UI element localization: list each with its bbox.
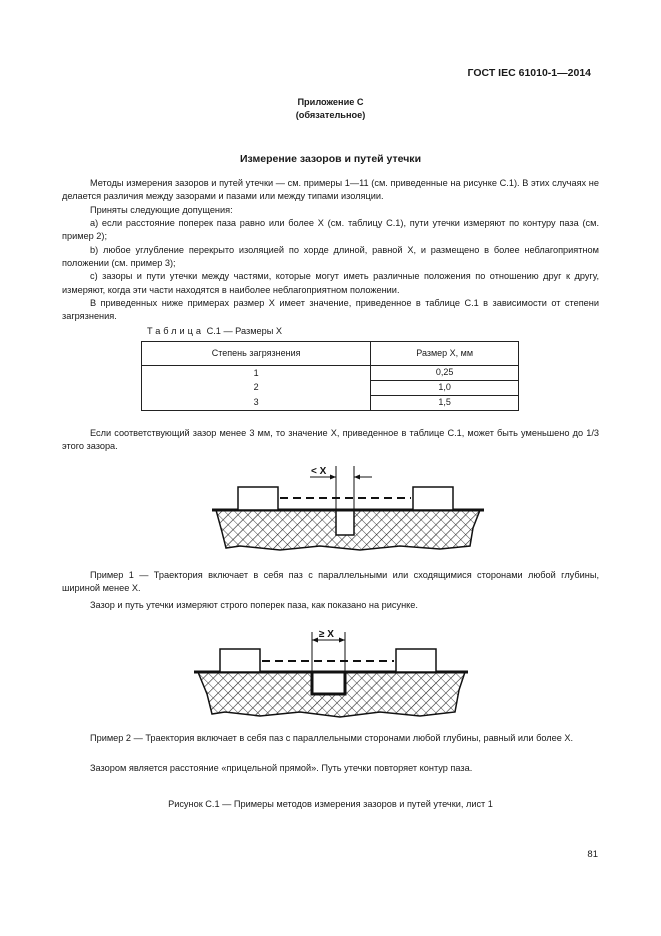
table-cell: 1,0	[371, 381, 519, 396]
paragraph: с) зазоры и пути утечки между частями, которые могут иметь различные положения по отношению друг к другу, измеряют, когда эти части находятся в наиболее неблагоприятном положении.	[62, 271, 599, 295]
example1-dimension-label: < X	[311, 466, 327, 477]
annex-status: (обязательное)	[295, 110, 366, 120]
paragraph: Методы измерения зазоров и путей утечки — см. примеры 1—11 (см. приведенные на рисунке С.1). В этих случаях не делается различия между зазорами и пазами или между типами изоляции.	[62, 178, 599, 202]
paragraph: Если соответствующий зазор менее 3 мм, то значение X, приведенное в таблице С.1, может быть уменьшено до 1/3 этого зазора.	[62, 428, 599, 452]
example2-dimension-label: ≥ X	[319, 629, 334, 640]
page-number: 81	[587, 849, 598, 860]
table-header-cell: Размер X, мм	[371, 342, 519, 366]
example2-arrowhead	[312, 638, 318, 643]
example2-caption: Пример 2 — Траектория включает в себя паз с параллельными сторонами любой глубины, равный или более X.	[90, 733, 574, 743]
paragraph: Приняты следующие допущения:	[90, 204, 233, 215]
example2-conductor-left	[220, 649, 260, 672]
standard-designation: ГОСТ IEC 61010-1—2014	[467, 67, 591, 79]
table-cell: 0,25	[371, 366, 519, 381]
table-header-cell: Степень загрязнения	[142, 342, 371, 366]
example2-arrowhead	[339, 638, 345, 643]
example2-text: Зазором является расстояние «прицельной прямой». Путь утечки повторяет контур паза.	[90, 763, 473, 773]
example2-caption-block	[62, 732, 599, 745]
paragraph: а) если расстояние поперек паза равно или более X (см. таблицу С.1), пути утечки измеряют по контуру паза (см. пример 2);	[62, 218, 599, 242]
example2-conductor-right	[396, 649, 436, 672]
annex-title: Приложение С	[297, 97, 364, 107]
example1-text: Зазор и путь утечки измеряют строго поперек паза, как показано на рисунке.	[90, 600, 418, 610]
table-caption-text: С.1 — Размеры X	[206, 326, 283, 336]
table-cell: 2	[142, 381, 371, 396]
table-cell: 1,5	[371, 396, 519, 411]
table-cell: 3	[142, 396, 371, 411]
section-title: Измерение зазоров и путей утечки	[239, 153, 422, 165]
example2-groove-contour	[312, 672, 345, 694]
paragraph: b) любое углубление перекрыто изоляцией по хорде длиной, равной X, и размещено в более неблагоприятном положении (см. пример 3);	[62, 244, 599, 269]
paragraph: В приведенных ниже примерах размер X имеет значение, приведенное в таблице С.1 в зависимости от степени загрязнения.	[62, 298, 599, 322]
table-caption-prefix: Таблица	[147, 326, 205, 336]
table-cell: 1	[142, 366, 371, 381]
example2-text-block	[62, 762, 599, 775]
example1-caption: Пример 1 — Траектория включает в себя паз с параллельными или сходящимися сторонами любой глубины, шириной менее X.	[62, 570, 599, 594]
figure-caption: Рисунок С.1 — Примеры методов измерения зазоров и путей утечки, лист 1	[168, 799, 493, 809]
